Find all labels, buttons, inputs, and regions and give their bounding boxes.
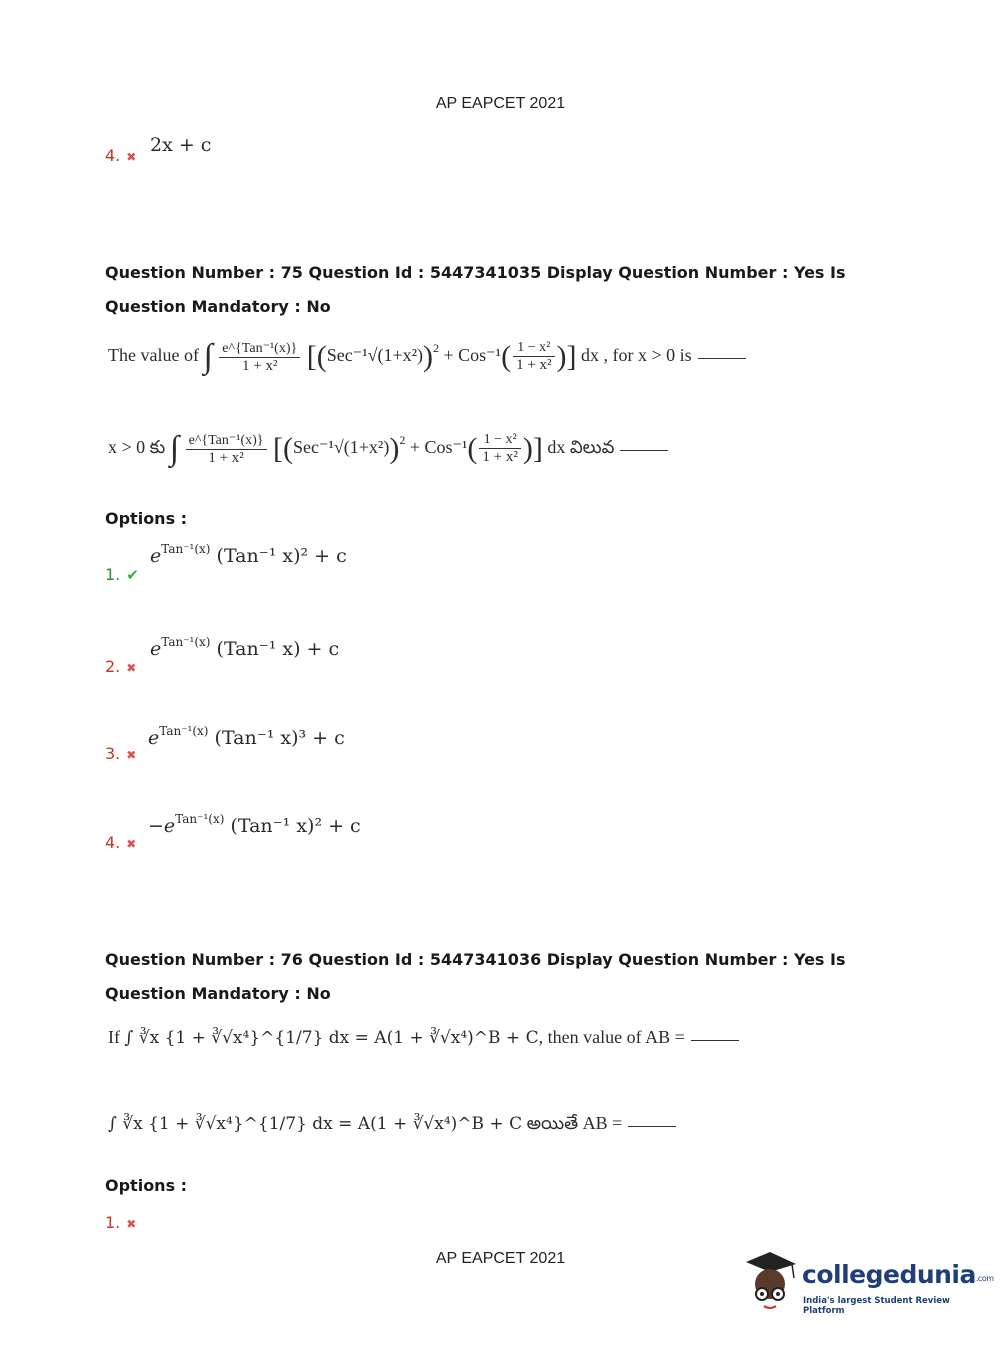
answer-blank	[628, 1126, 676, 1127]
answer-blank	[698, 358, 746, 359]
q75-en-suffix: dx , for x > 0 is	[581, 345, 692, 366]
cross-icon: ✖	[126, 748, 137, 762]
q75-option-2-expr: $e^{Tan^{-1}(x)}$ (Tan⁻¹ x) + c	[150, 635, 340, 660]
q75-option-4-expr: $-e^{Tan^{-1}(x)}$ (Tan⁻¹ x)² + c	[148, 812, 361, 837]
q75-option-1: 1. ✔	[105, 565, 139, 584]
cross-icon: ✖	[126, 837, 137, 851]
q76-heading: Question Number : 76 Question Id : 5447341036 Display Question Number : Yes Is Question Mandatory : No	[105, 950, 846, 1003]
answer-blank	[691, 1040, 739, 1041]
page-header: AP EAPCET 2021	[435, 95, 566, 112]
q76-telugu-text: ∫ ∛x {1 + ∛√x⁴}^{1/7} dx = A(1 + ∛√x⁴)^B + C అయితే AB =	[108, 1113, 676, 1138]
cross-icon: ✖	[126, 1217, 137, 1231]
cross-icon: ✖	[126, 150, 137, 164]
q75-en-prefix: The value of	[108, 345, 199, 366]
logo-tagline: India's largest Student Review Platform	[803, 1296, 950, 1316]
q75-option-2: 2. ✖	[105, 657, 137, 676]
mascot-icon	[740, 1248, 800, 1314]
answer-blank	[620, 450, 668, 451]
collegedunia-logo	[740, 1248, 994, 1316]
q75-integrand: $\frac{\text{e\textasciicircum{}\{Tan⁻¹(x)\}}}{\text{1 + x²}}$	[219, 340, 300, 375]
integral-sign: ∫	[169, 430, 180, 467]
q75-heading: Question Number : 75 Question Id : 5447341035 Display Question Number : Yes Is Question Mandatory : No	[105, 263, 846, 316]
q75-option-4: 4. ✖	[105, 833, 137, 852]
q75-sec-part: Sec⁻¹√(1+x²)	[326, 345, 424, 366]
q75-telugu-text: x > 0 కు ∫ $\frac{\text{e\textasciicircum{}\{Tan⁻¹(x)\}}}{\text{1 + x²}}$ [$(Sec^{-1}√(1+x^2))^2 + Cos^{-1}$( $\frac{\text{1 − x²}}{\text{1 + x²}}$ )] dx విలువ	[108, 430, 668, 468]
q76-expression: ∫ ∛x {1 + ∛√x⁴}^{1/7} dx = A(1 + ∛√x⁴)^B + C	[124, 1028, 539, 1048]
q76-te-suffix: అయితే AB =	[526, 1113, 623, 1133]
q75-option-3: 3. ✖	[105, 744, 137, 763]
q75-english-text: The value of ∫ $\frac{\text{e\textasciicircum{}\{Tan⁻¹(x)\}}}{\text{1 + x²}}$ [$(Sec^{-1}√(1+x^2))^2 + Cos^{-1}$( $\frac{\text{1 − x²}}{\text{1 + x²}}$ )] dx , for x > 0 is	[108, 338, 746, 376]
q75-cos-part: + Cos⁻¹	[443, 345, 502, 366]
prev-option-4-expr: 2x + c	[150, 134, 212, 156]
option-number: 4.	[105, 146, 121, 165]
q76-english-text	[108, 1027, 739, 1048]
q76-en-prefix: If	[108, 1027, 120, 1047]
page-footer: AP EAPCET 2021	[435, 1250, 566, 1267]
q75-te-prefix: x > 0 కు	[108, 437, 166, 458]
q76-en-suffix: , then value of AB =	[538, 1027, 685, 1047]
q75-option-3-expr: $e^{Tan^{-1}(x)}$ (Tan⁻¹ x)³ + c	[148, 724, 345, 749]
q76-options-label: Options :	[105, 1176, 188, 1195]
cross-icon: ✖	[126, 661, 137, 675]
prev-option-4	[105, 146, 136, 165]
q76-option-1: 1. ✖	[105, 1213, 137, 1232]
check-icon: ✔	[126, 566, 139, 584]
q75-te-suffix: dx విలువ	[547, 437, 615, 458]
q75-option-1-expr: $e^{Tan^{-1}(x)}$ (Tan⁻¹ x)² + c	[150, 542, 347, 567]
logo-name: collegedunia.com	[802, 1260, 994, 1289]
q75-options-label: Options :	[105, 509, 188, 528]
integral-sign: ∫	[203, 338, 213, 375]
